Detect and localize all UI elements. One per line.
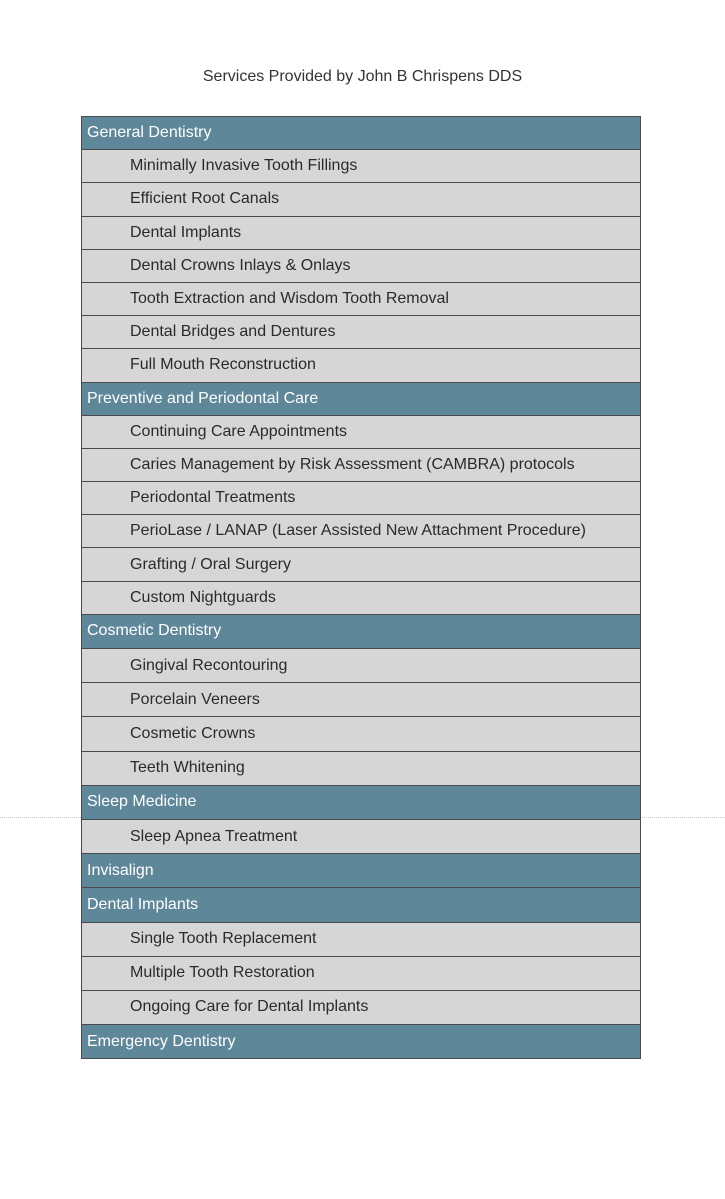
list-item: Single Tooth Replacement <box>82 923 640 957</box>
list-item: Continuing Care Appointments <box>82 416 640 449</box>
category-cosmetic-dentistry: Cosmetic Dentistry <box>82 615 640 649</box>
list-item: Full Mouth Reconstruction <box>82 349 640 382</box>
page-title: Services Provided by John B Chrispens DDS <box>202 68 523 85</box>
list-item: Custom Nightguards <box>82 582 640 615</box>
list-item: Grafting / Oral Surgery <box>82 548 640 581</box>
category-general-dentistry: General Dentistry <box>82 117 640 150</box>
list-item: Porcelain Veneers <box>82 683 640 717</box>
list-item: Teeth Whitening <box>82 752 640 786</box>
list-item: Multiple Tooth Restoration <box>82 957 640 991</box>
list-item: Periodontal Treatments <box>82 482 640 515</box>
category-sleep-medicine: Sleep Medicine <box>82 786 640 820</box>
list-item: Cosmetic Crowns <box>82 717 640 751</box>
category-preventive-periodontal-care: Preventive and Periodontal Care <box>82 383 640 416</box>
list-item: Dental Bridges and Dentures <box>82 316 640 349</box>
list-item: Dental Crowns Inlays & Onlays <box>82 250 640 283</box>
services-table <box>81 116 641 1059</box>
lower-section <box>82 615 640 1059</box>
list-item: Ongoing Care for Dental Implants <box>82 991 640 1025</box>
list-item: Gingival Recontouring <box>82 649 640 683</box>
list-item: Sleep Apnea Treatment <box>82 820 640 854</box>
list-item: PerioLase / LANAP (Laser Assisted New Attachment Procedure) <box>82 515 640 548</box>
category-emergency-dentistry: Emergency Dentistry <box>82 1025 640 1059</box>
list-item: Dental Implants <box>82 217 640 250</box>
list-item: Tooth Extraction and Wisdom Tooth Removal <box>82 283 640 316</box>
list-item: Caries Management by Risk Assessment (CAMBRA) protocols <box>82 449 640 482</box>
category-invisalign: Invisalign <box>82 854 640 888</box>
category-dental-implants: Dental Implants <box>82 888 640 922</box>
list-item: Minimally Invasive Tooth Fillings <box>82 150 640 183</box>
list-item: Efficient Root Canals <box>82 183 640 216</box>
